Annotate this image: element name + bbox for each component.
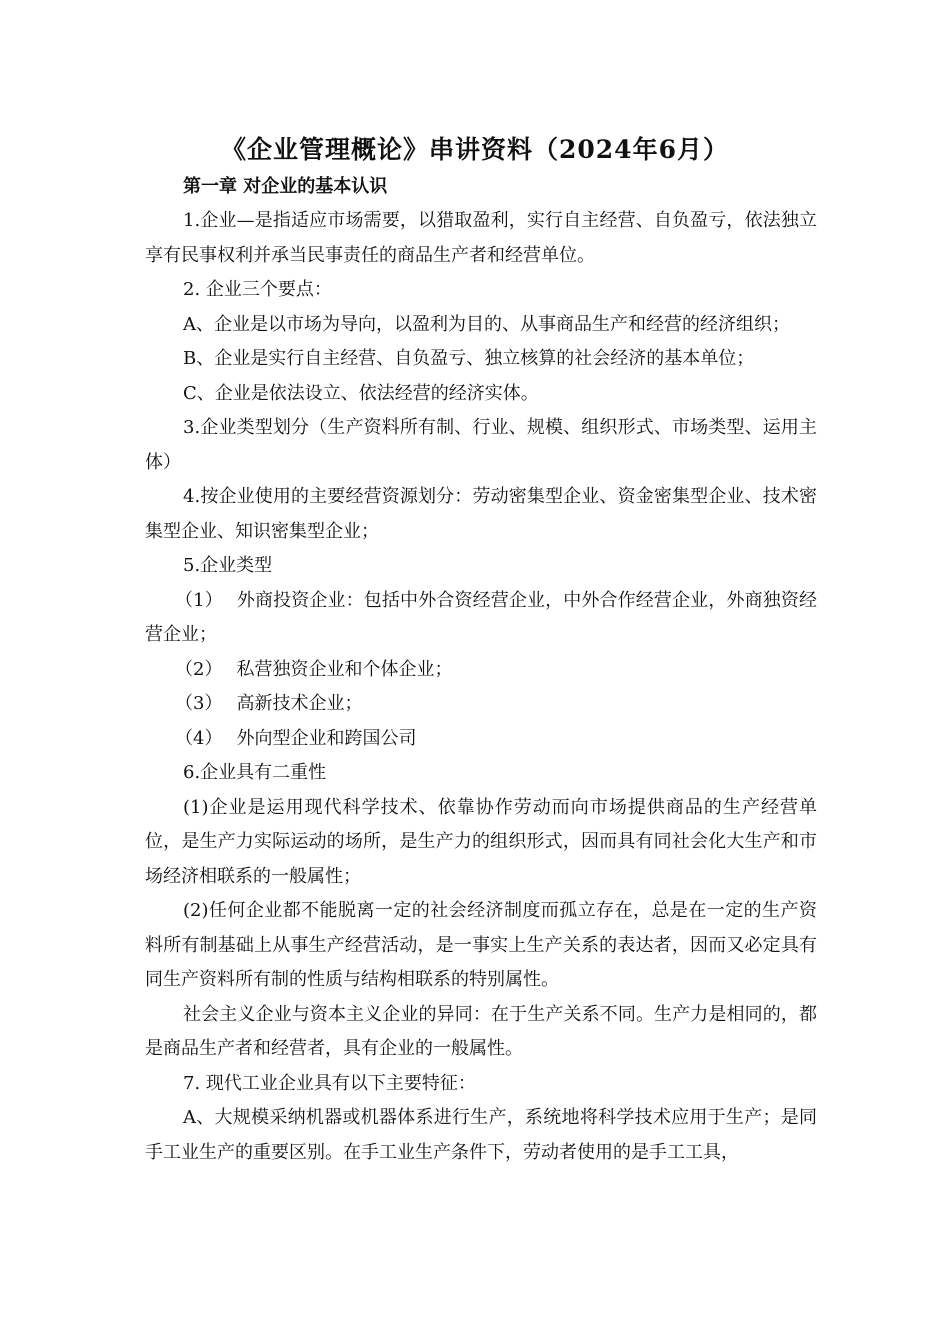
paragraph-modern-features: 7. 现代工业企业具有以下主要特征： — [183, 1072, 476, 1094]
list-item-text: 外向型企业和跨国公司 — [236, 727, 417, 749]
list-item-number: （1） — [175, 589, 223, 611]
paragraph-resource-division: 4.按企业使用的主要经营资源划分：劳动密集型企业、资金密集型企业、技术密集型企业、知识密集型企业； — [145, 486, 817, 542]
paragraph-three-points: 2. 企业三个要点： — [183, 279, 332, 300]
list-item — [145, 653, 817, 688]
document-title: 《企业管理概论》串讲资料（2024年6月） — [221, 135, 729, 164]
list-item-number: （3） — [175, 693, 223, 714]
chapter-heading: 第一章 对企业的基本认识 — [183, 176, 388, 197]
paragraph-type-division: 3.企业类型划分（生产资料所有制、行业、规模、组织形式、市场类型、运用主体） — [145, 417, 817, 473]
paragraph-enterprise-types: 5.企业类型 — [183, 555, 273, 576]
paragraph-socialist-vs-capitalist: 社会主义企业与资本主义企业的异同：在于生产关系不同。生产力是相同的，都是商品生产者和经营者，具有企业的一般属性。 — [145, 1003, 817, 1059]
document-body — [145, 204, 817, 1170]
paragraph-feature-a: A、大规模采纳机器或机器体系进行生产，系统地将科学技术应用于生产；是同手工业生产的重要区别。在手工业生产条件下，劳动者使用的是手工工具， — [145, 1107, 817, 1163]
list-item-text: 外商投资企业：包括中外合资经营企业，中外合作经营企业，外商独资经营企业； — [145, 589, 818, 645]
paragraph-duality: 6.企业具有二重性 — [183, 762, 327, 783]
paragraph-duality-2: (2)任何企业都不能脱离一定的社会经济制度而孤立存在，总是在一定的生产资料所有制基础上从事生产经营活动，是一事实上生产关系的表达者，因而又必定具有同生产资料所有制的性质与结构相联系的特别属性。 — [145, 900, 817, 990]
list-item-number: （2） — [175, 658, 223, 680]
list-item-number: （4） — [175, 727, 223, 749]
paragraph-point-c: C、企业是依法设立、依法经营的经济实体。 — [183, 382, 539, 404]
paragraph-enterprise-definition: 1.企业—是指适应市场需要，以猎取盈利，实行自主经营、自负盈亏，依法独立享有民事权利并承当民事责任的商品生产者和经营单位。 — [145, 210, 817, 266]
list-item — [145, 722, 817, 757]
paragraph-point-b: B、企业是实行自主经营、自负盈亏、独立核算的社会经济的基本单位； — [183, 348, 755, 369]
list-item-text: 高新技术企业； — [236, 693, 363, 714]
paragraph-point-a: A、企业是以市场为导向，以盈利为目的、从事商品生产和经营的经济组织； — [183, 313, 790, 335]
paragraph-duality-1: (1)企业是运用现代科学技术、依靠协作劳动而向市场提供商品的生产经营单位，是生产力实际运动的场所，是生产力的组织形式，因而具有同社会化大生产和市场经济相联系的一般属性； — [145, 796, 817, 887]
list-item — [145, 687, 817, 722]
list-item — [145, 584, 817, 653]
list-item-text: 私营独资企业和个体企业； — [236, 658, 453, 680]
